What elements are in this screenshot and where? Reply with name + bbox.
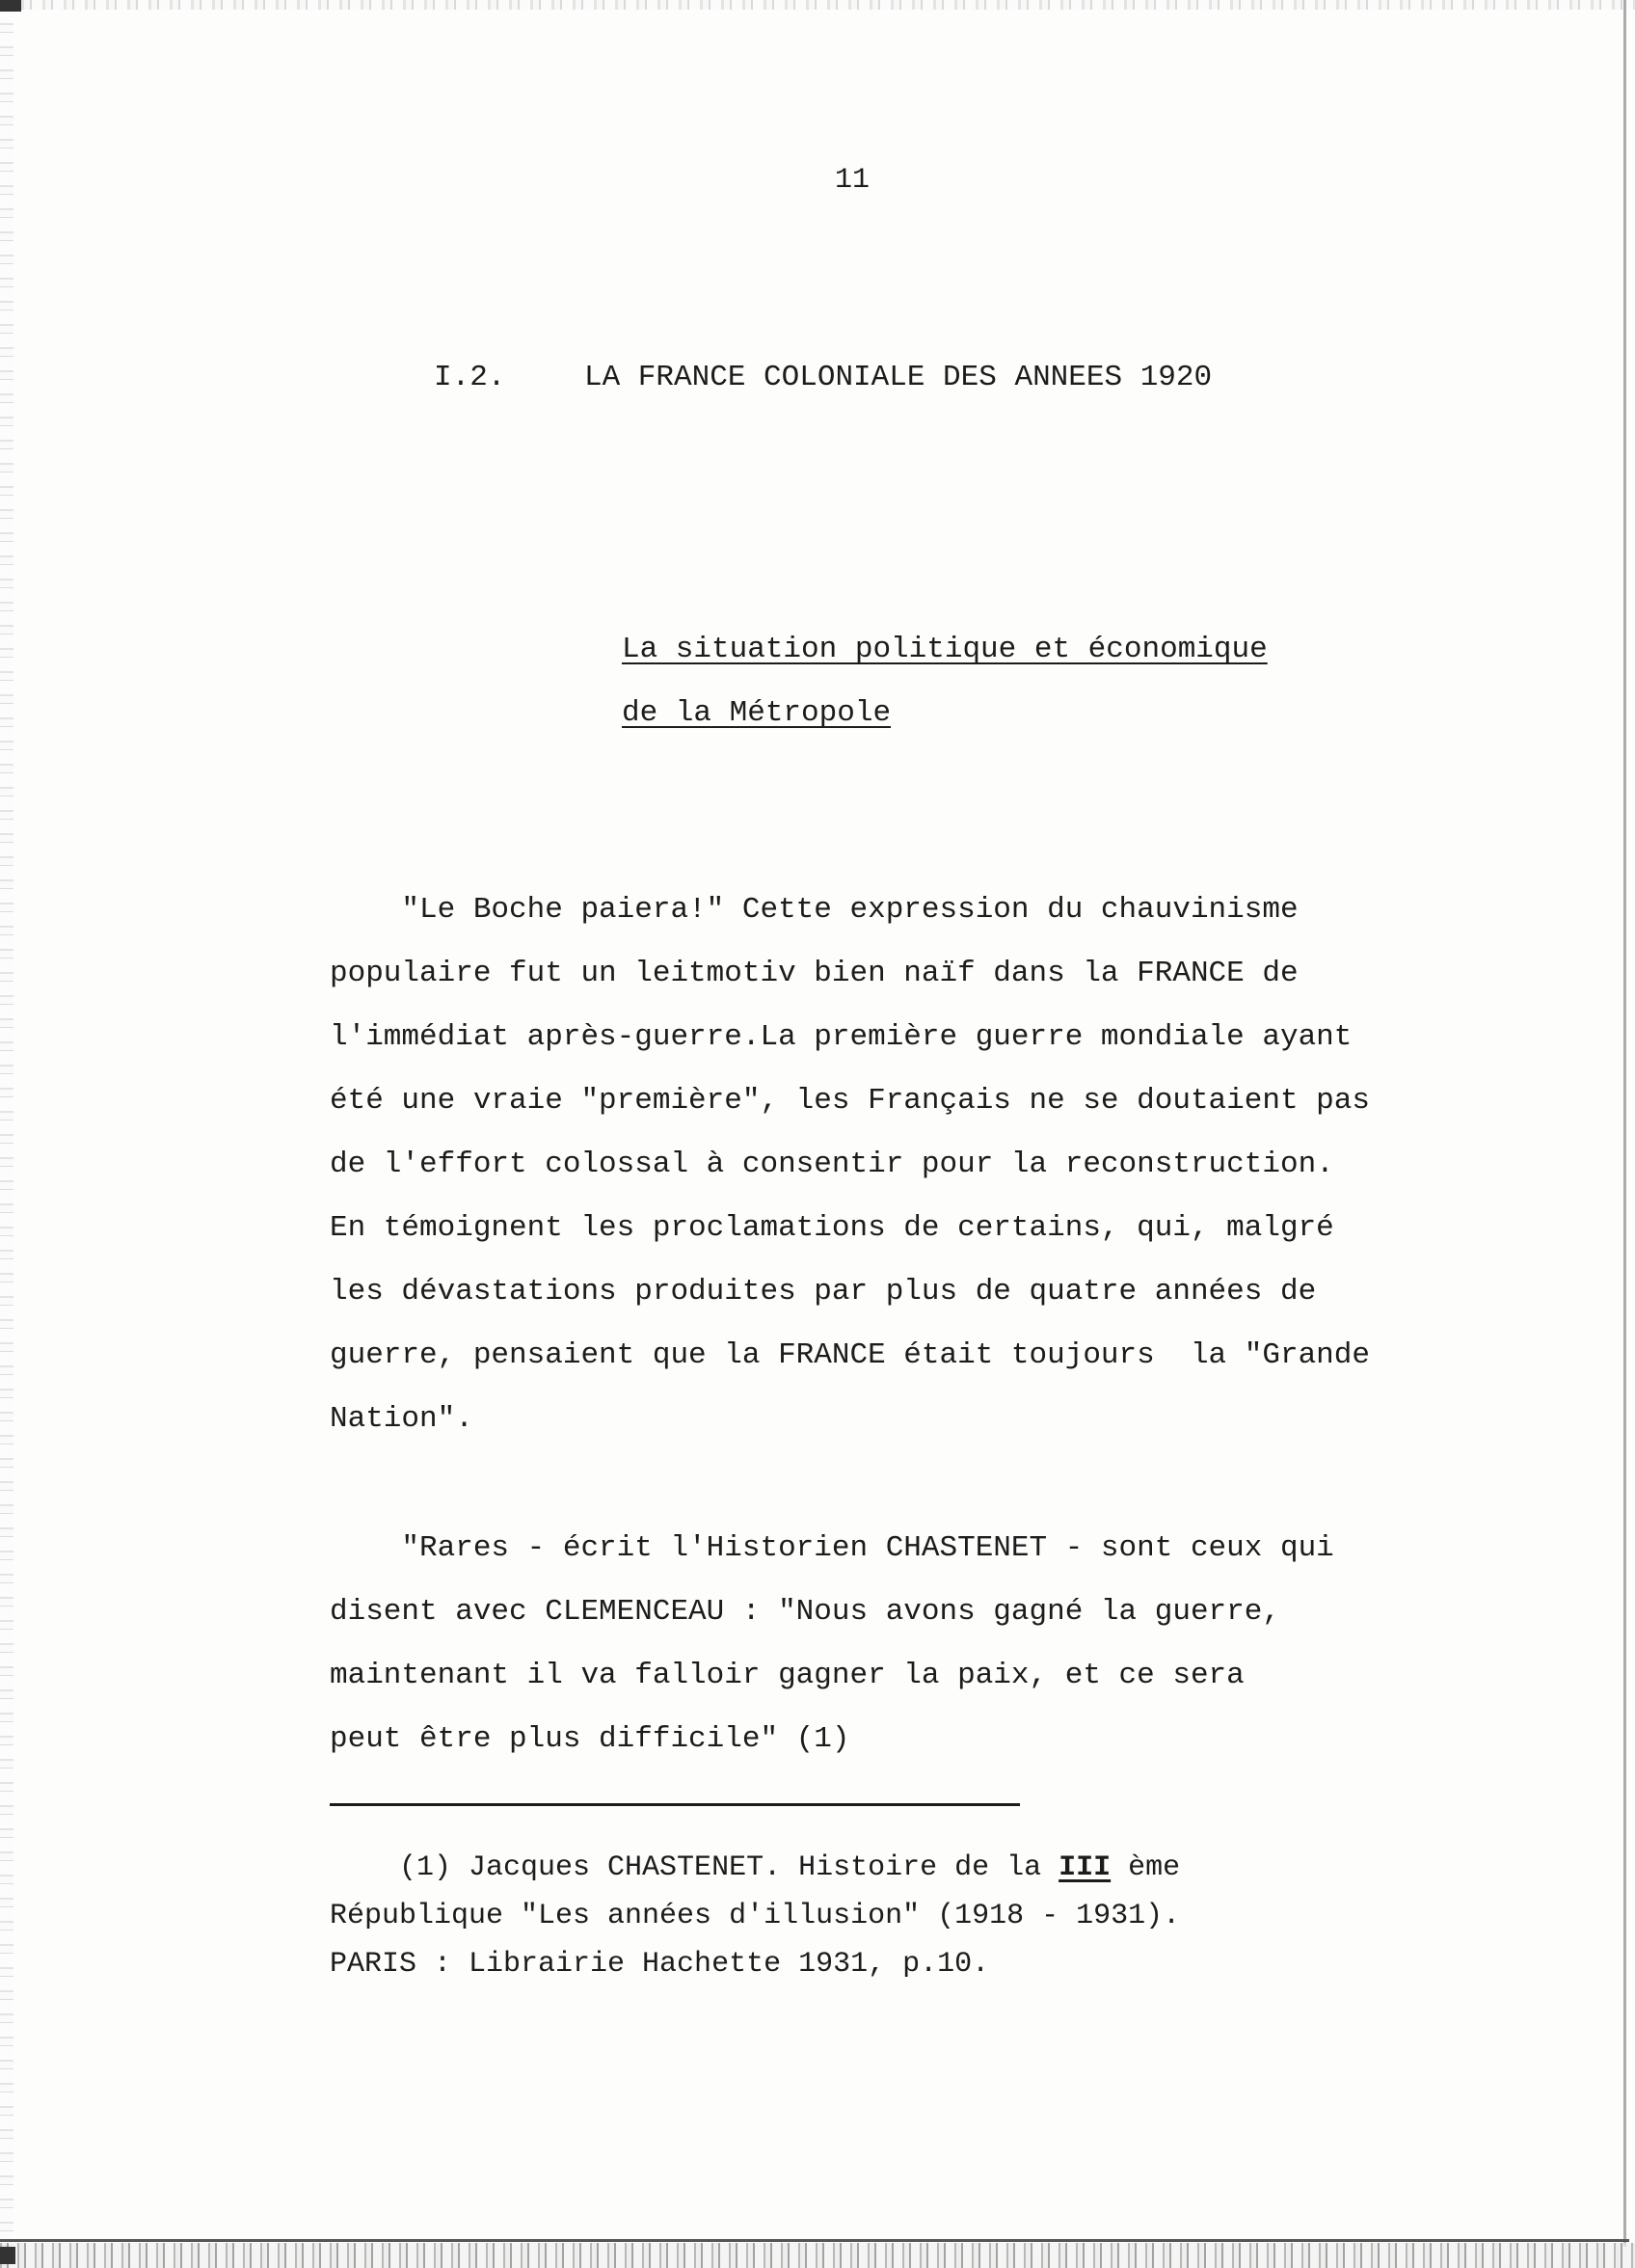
- scan-edge-left: [0, 0, 13, 2268]
- scan-border-bottom: [0, 2239, 1629, 2242]
- scan-edge-top: [0, 0, 1635, 10]
- paragraph-1-line: de l'effort colossal à consentir pour la reconstruction.: [330, 1148, 1334, 1181]
- paragraph-1-line: l'immédiat après-guerre.La première guerre mondiale ayant: [330, 1020, 1353, 1054]
- scan-corner-mark-bottom: [0, 2247, 15, 2264]
- subheading-line-2: de la Métropole: [622, 696, 892, 730]
- page-number: 11: [835, 164, 871, 197]
- subheading-line-1: La situation politique et économique: [622, 633, 1268, 666]
- footnote-line-2: République "Les années d'illusion" (1918 - 1931).: [330, 1900, 1181, 1932]
- paragraph-2-line: peut être plus difficile" (1): [330, 1722, 850, 1756]
- footnote-line-1-prefix: (1) Jacques CHASTENET. Histoire de la: [330, 1851, 1059, 1884]
- scan-corner-mark-top: [0, 0, 21, 12]
- section-title: LA FRANCE COLONIALE DES ANNEES 1920: [584, 361, 1213, 394]
- footnote-line-1: [330, 1851, 1180, 1884]
- scan-edge-right: [1623, 0, 1626, 2247]
- paragraph-1-line: été une vraie "première", les Français ne se doutaient pas: [330, 1084, 1370, 1118]
- paragraph-1-line: populaire fut un leitmotiv bien naïf dans la FRANCE de: [330, 957, 1299, 990]
- footnote-roman-numeral: III: [1059, 1851, 1112, 1884]
- paragraph-2-line: disent avec CLEMENCEAU : "Nous avons gagné la guerre,: [330, 1595, 1280, 1629]
- scan-edge-bottom: [0, 2243, 1635, 2268]
- paragraph-2-line: "Rares - écrit l'Historien CHASTENET - sont ceux qui: [330, 1531, 1334, 1565]
- paragraph-1-line: les dévastations produites par plus de quatre années de: [330, 1275, 1317, 1309]
- paragraph-1-line: guerre, pensaient que la FRANCE était toujours la "Grande: [330, 1338, 1370, 1372]
- paragraph-1-line: Nation".: [330, 1402, 473, 1436]
- footnote-line-1-suffix: ème: [1111, 1851, 1181, 1884]
- paragraph-2-line: maintenant il va falloir gagner la paix, et ce sera: [330, 1659, 1245, 1692]
- paragraph-1-line: "Le Boche paiera!" Cette expression du chauvinisme: [330, 893, 1299, 927]
- footnote-line-3: PARIS : Librairie Hachette 1931, p.10.: [330, 1948, 990, 1981]
- footnote-separator: [330, 1803, 1020, 1806]
- section-number: I.2.: [434, 361, 506, 394]
- paragraph-1-line: En témoignent les proclamations de certains, qui, malgré: [330, 1211, 1334, 1245]
